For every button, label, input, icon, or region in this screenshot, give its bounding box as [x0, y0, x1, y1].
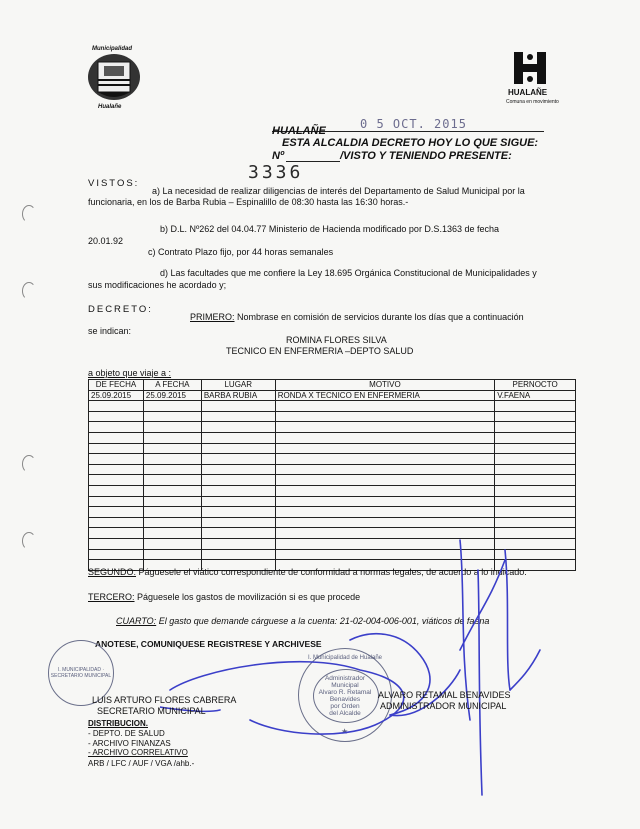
- table-cell: [143, 507, 201, 518]
- table-cell: [495, 485, 576, 496]
- table-cell: RONDA X TECNICO EN ENFERMERIA: [275, 390, 494, 401]
- table-cell: [89, 454, 144, 465]
- table-cell: [201, 496, 275, 507]
- table-row: [89, 464, 576, 475]
- table-cell: [201, 401, 275, 412]
- table-cell: [275, 454, 494, 465]
- table-cell: [201, 475, 275, 486]
- table-cell: [275, 411, 494, 422]
- decreto-title: DECRETO:: [88, 304, 153, 315]
- seal-center-line: del Alcalde: [329, 710, 361, 717]
- table-cell: [275, 464, 494, 475]
- table-cell: [201, 517, 275, 528]
- seal-center-line: Administrador: [324, 675, 366, 682]
- table-cell: [275, 432, 494, 443]
- vistos-c: c) Contrato Plazo fijo, por 44 horas semanales: [148, 247, 334, 257]
- table-cell: [143, 485, 201, 496]
- table-row: [89, 422, 576, 433]
- table-row: [89, 485, 576, 496]
- table-cell: [143, 411, 201, 422]
- table-cell: [201, 454, 275, 465]
- vistos-a-line1: a) La necesidad de realizar diligencias de interés del Departamento de Salud Municipal por la: [152, 186, 525, 196]
- person-name: ROMINA FLORES SILVA: [286, 335, 387, 345]
- table-header-cell: MOTIVO: [275, 380, 494, 391]
- table-cell: [143, 401, 201, 412]
- table-cell: [89, 528, 144, 539]
- table-row: [89, 411, 576, 422]
- left-signer-name: LUIS ARTURO FLORES CABRERA: [92, 695, 237, 705]
- vistos-d-line2: sus modificaciones he acordado y;: [88, 280, 227, 290]
- table-cell: [275, 517, 494, 528]
- table-cell: [143, 496, 201, 507]
- table-row: [89, 432, 576, 443]
- table-cell: [143, 517, 201, 528]
- table-cell: [275, 475, 494, 486]
- table-cell: [201, 485, 275, 496]
- table-cell: [89, 485, 144, 496]
- punch-hole: [22, 532, 36, 550]
- table-cell: [495, 496, 576, 507]
- table-cell: [201, 411, 275, 422]
- hualane-brand-logo: HUALAÑE Comuna en movimiento: [500, 50, 560, 110]
- table-cell: [143, 422, 201, 433]
- distribution-item: - ARCHIVO CORRELATIVO: [88, 748, 188, 757]
- table-row: [89, 390, 576, 401]
- table-row: [89, 507, 576, 518]
- table-cell: [89, 538, 144, 549]
- seal-center-line: Alvaro R. Retamal: [318, 689, 372, 696]
- table-cell: [143, 464, 201, 475]
- tercero-label: TERCERO:: [88, 592, 135, 602]
- table-cell: BARBA RUBIA: [201, 390, 275, 401]
- municipality-crest-logo: Municipalidad Hualañe: [84, 44, 144, 112]
- table-cell: [495, 475, 576, 486]
- seal-center-line: por Orden: [330, 703, 360, 710]
- punch-hole: [22, 282, 36, 300]
- table-cell: [89, 549, 144, 560]
- primero-text: Nombrase en comisión de servicios durante los días que a continuación: [234, 312, 524, 322]
- table-cell: [495, 422, 576, 433]
- table-header-cell: LUGAR: [201, 380, 275, 391]
- table-cell: [495, 454, 576, 465]
- table-cell: [495, 401, 576, 412]
- seal-center-line: Benavides: [329, 696, 361, 703]
- punch-hole: [22, 205, 36, 223]
- table-cell: [89, 464, 144, 475]
- primero-label: PRIMERO:: [190, 312, 235, 322]
- table-cell: [495, 517, 576, 528]
- table-cell: [495, 411, 576, 422]
- table-cell: [89, 517, 144, 528]
- distribution-item: - DEPTO. DE SALUD: [88, 729, 165, 738]
- table-cell: [89, 496, 144, 507]
- tercero-text: Páguesele los gastos de movilización si es que procede: [134, 592, 361, 602]
- date-stamp: 0 5 OCT. 2015: [360, 117, 467, 131]
- table-cell: [89, 401, 144, 412]
- vistos-d-line1: d) Las facultades que me confiere la Ley 18.695 Orgánica Constitucional de Municipalidades y: [160, 268, 537, 278]
- table-cell: [201, 422, 275, 433]
- table-cell: [201, 432, 275, 443]
- table-header-row: [89, 380, 576, 391]
- vistos-title: VISTOS:: [88, 178, 140, 189]
- table-row: [89, 496, 576, 507]
- handwritten-signatures: [160, 530, 580, 800]
- initials-line: ARB / LFC / AUF / VGA /ahb.-: [88, 759, 195, 768]
- table-cell: [201, 443, 275, 454]
- table-cell: [495, 432, 576, 443]
- table-cell: [143, 432, 201, 443]
- objeto-label: a objeto que viaje a :: [88, 368, 172, 378]
- table-cell: [89, 422, 144, 433]
- table-cell: [275, 401, 494, 412]
- decree-number: 3336: [248, 162, 304, 183]
- table-cell: [89, 507, 144, 518]
- table-header-cell: A FECHA: [143, 380, 201, 391]
- primero-text-line2: se indican:: [88, 326, 132, 336]
- table-cell: [201, 464, 275, 475]
- vistos-b-line2: 20.01.92: [88, 236, 124, 246]
- table-cell: [89, 411, 144, 422]
- vistos-a-line2: funcionaria, en los de Barba Rubia – Espinalillo de 08:30 hasta las 16:30 horas.-: [88, 197, 409, 207]
- administrator-seal-stamp: I. Municipalidad de Hualañe Administrador Municipal Alvaro R. Retamal Benavides por Orden del Alcalde ★: [298, 648, 392, 742]
- table-header-cell: DE FECHA: [89, 380, 144, 391]
- distribution-title: DISTRIBUCION.: [88, 719, 148, 728]
- cuarto-label: CUARTO:: [116, 616, 157, 626]
- table-cell: V.FAENA: [495, 390, 576, 401]
- table-cell: [495, 443, 576, 454]
- seal-center-line: Municipal: [331, 682, 359, 689]
- person-role: TECNICO EN ENFERMERIA –DEPTO SALUD: [226, 346, 414, 356]
- left-signer-title: SECRETARIO MUNICIPAL: [97, 706, 206, 716]
- table-cell: [143, 454, 201, 465]
- table-row: [89, 475, 576, 486]
- cuarto-text: El gasto que demande cárguese a la cuenta: 21-02-004-006-001, viáticos de faena: [156, 616, 490, 626]
- table-cell: [275, 485, 494, 496]
- header-visto: /VISTO Y TENIENDO PRESENTE:: [340, 150, 512, 162]
- table-cell: [143, 443, 201, 454]
- distribution-item: - ARCHIVO FINANZAS: [88, 738, 171, 748]
- table-row: [89, 517, 576, 528]
- table-cell: 25.09.2015: [89, 390, 144, 401]
- table-cell: [275, 443, 494, 454]
- table-cell: [275, 507, 494, 518]
- segundo-label: SEGUNDO:: [88, 567, 137, 577]
- segundo-text: Páguesele el viático correspondiente de conformidad a normas legales, de acuerdo a lo indicado.: [136, 567, 527, 577]
- table-row: [89, 401, 576, 412]
- header-number-prefix: Nº: [272, 150, 284, 162]
- header-town: HUALAÑE: [272, 125, 326, 137]
- table-cell: [495, 464, 576, 475]
- table-cell: [201, 507, 275, 518]
- primero-clause: [190, 312, 524, 323]
- table-cell: [495, 507, 576, 518]
- table-header-cell: PERNOCTO: [495, 380, 576, 391]
- table-row: [89, 454, 576, 465]
- table-cell: [89, 475, 144, 486]
- table-cell: [275, 496, 494, 507]
- table-row: [89, 443, 576, 454]
- punch-hole: [22, 455, 36, 473]
- anotese-line: ANOTESE, COMUNIQUESE REGISTRESE Y ARCHIVESE: [95, 639, 322, 649]
- table-cell: 25.09.2015: [143, 390, 201, 401]
- distribution-list: [88, 729, 188, 758]
- table-cell: [89, 432, 144, 443]
- seal-star-icon: ★: [341, 727, 349, 736]
- table-cell: [275, 422, 494, 433]
- secretary-seal-stamp: I. MUNICIPALIDAD · SECRETARIO MUNICIPAL: [48, 640, 114, 706]
- header-decree-line: ESTA ALCALDIA DECRETO HOY LO QUE SIGUE:: [282, 137, 539, 149]
- right-signer-title: ADMINISTRADOR MUNICIPAL: [380, 701, 507, 711]
- table-cell: [89, 443, 144, 454]
- vistos-b-line1: b) D.L. Nº262 del 04.04.77 Ministerio de Hacienda modificado por D.S.1363 de fecha: [160, 224, 499, 234]
- right-signer-name: ALVARO RETAMAL BENAVIDES: [378, 690, 511, 700]
- table-cell: [143, 475, 201, 486]
